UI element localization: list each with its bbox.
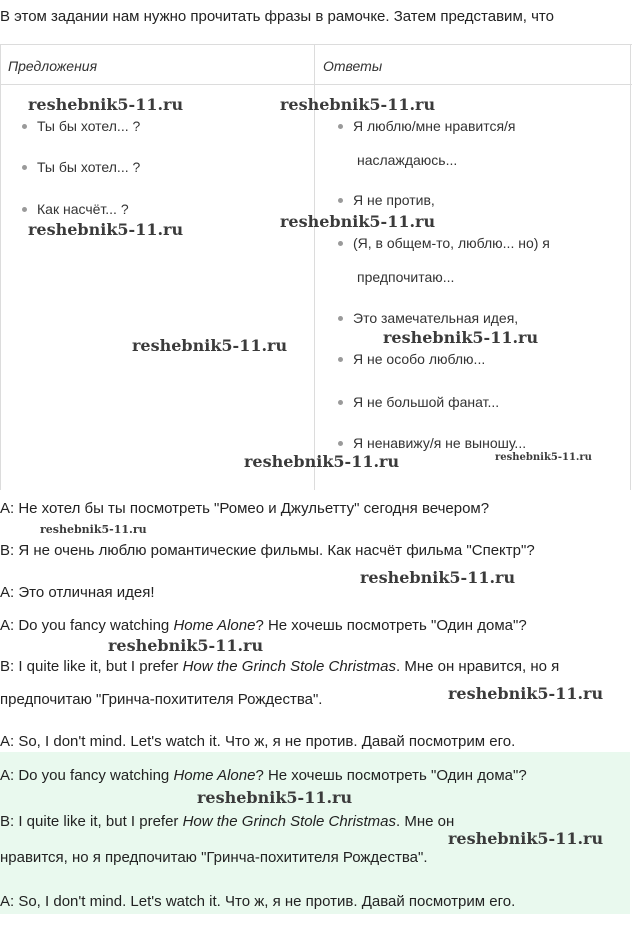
bullet-icon [22,124,27,129]
sentence-item: Как насчёт... ? [22,201,129,217]
answer-item: Я не против, [338,192,435,208]
answer-item-continuation: наслаждаюсь... [357,152,458,168]
answer-item: (Я, в общем-то, люблю... но) я [338,235,550,251]
table-left-border [0,44,1,490]
watermark: reshebnik5-11.ru [40,523,147,536]
dialog-line: B: Я не очень люблю романтические фильмы. Как насчёт фильма "Спектр"? [0,542,535,559]
dialog-line: A: Это отличная идея! [0,584,155,601]
sentence-item: Ты бы хотел... ? [22,118,140,134]
bullet-icon [338,441,343,446]
table-header-divider [0,84,632,85]
watermark: reshebnik5-11.ru [280,95,436,114]
dialog-line: B: I quite like it, but I prefer How the Grinch Stole Christmas. Мне он нравится, но я [0,658,560,675]
highlighted-line: A: So, I don't mind. Let's watch it. Что ж, я не против. Давай посмотрим его. [0,893,516,910]
highlighted-line-continuation: нравится, но я предпочитаю "Гринча-похитителя Рождества". [0,849,428,866]
bullet-icon [338,400,343,405]
highlighted-line: A: Do you fancy watching Home Alone? Не хочешь посмотреть "Один дома"? [0,767,527,784]
watermark: reshebnik5-11.ru [383,328,539,347]
answer-item: Я люблю/мне нравится/я [338,118,516,134]
watermark: reshebnik5-11.ru [28,220,184,239]
answer-item: Я ненавижу/я не выношу... [338,435,526,451]
bullet-icon [338,198,343,203]
watermark: reshebnik5-11.ru [132,336,288,355]
table-top-border [0,44,632,45]
bullet-icon [338,124,343,129]
dialog-line: A: So, I don't mind. Let's watch it. Что ж, я не против. Давай посмотрим его. [0,733,516,750]
answer-item: Я не особо люблю... [338,351,485,367]
watermark: reshebnik5-11.ru [28,95,184,114]
highlighted-line: B: I quite like it, but I prefer How the Grinch Stole Christmas. Мне он [0,813,455,830]
table-right-border [630,44,631,490]
intro-text: В этом задании нам нужно прочитать фразы в рамочке. Затем представим, что [0,8,554,25]
dialog-line-continuation: предпочитаю "Гринча-похитителя Рождества". [0,691,323,708]
bullet-icon [338,316,343,321]
bullet-icon [338,357,343,362]
watermark: reshebnik5-11.ru [244,452,400,471]
header-sentences: Предложения [8,58,98,74]
dialog-line: A: Не хотел бы ты посмотреть "Ромео и Джульетту" сегодня вечером? [0,500,490,517]
answer-item: Это замечательная идея, [338,310,518,326]
answer-item-continuation: предпочитаю... [357,269,455,285]
answer-item: Я не большой фанат... [338,394,499,410]
bullet-icon [338,241,343,246]
sentence-item: Ты бы хотел... ? [22,159,140,175]
watermark: reshebnik5-11.ru [448,829,604,848]
watermark: reshebnik5-11.ru [197,788,353,807]
dialog-line: A: Do you fancy watching Home Alone? Не хочешь посмотреть "Один дома"? [0,617,527,634]
watermark: reshebnik5-11.ru [108,636,264,655]
bullet-icon [22,165,27,170]
watermark: reshebnik5-11.ru [448,684,604,703]
bullet-icon [22,207,27,212]
watermark: reshebnik5-11.ru [495,452,592,463]
header-answers: Ответы [323,58,383,74]
watermark: reshebnik5-11.ru [280,212,436,231]
watermark: reshebnik5-11.ru [360,568,516,587]
